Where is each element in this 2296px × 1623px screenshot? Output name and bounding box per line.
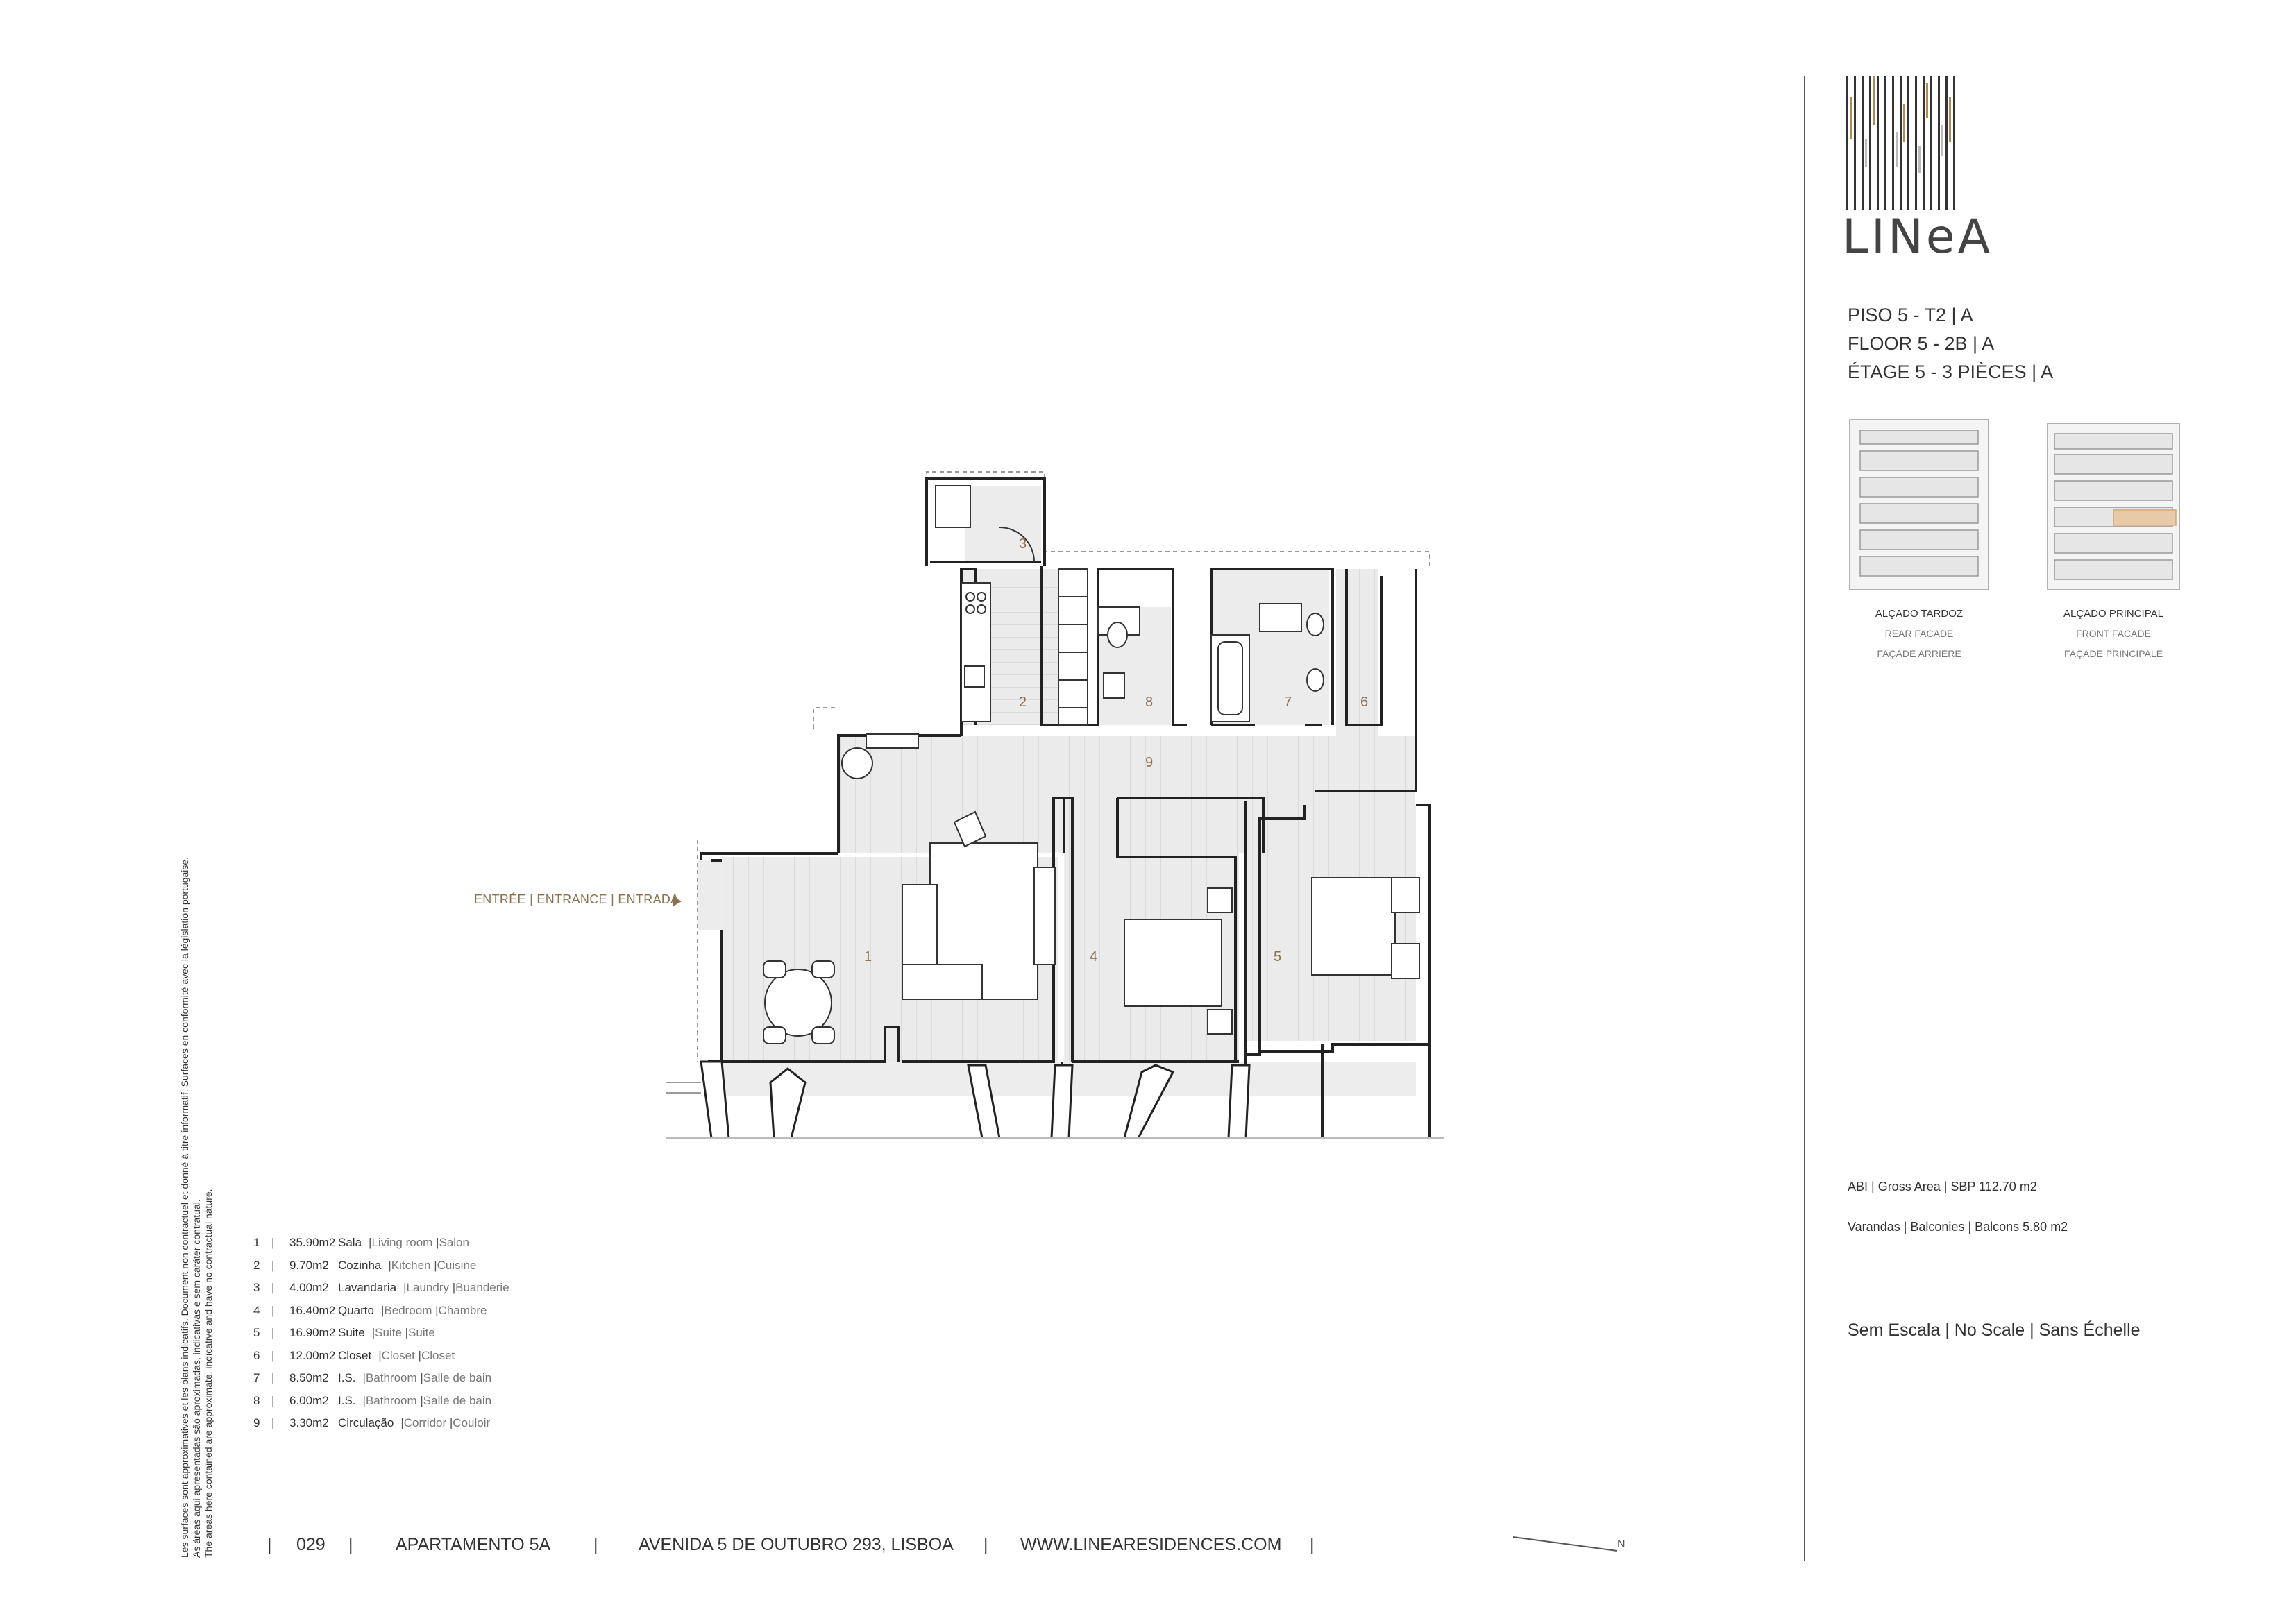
legend-en: Bathroom [365,1371,417,1384]
room-number-8: 8 [1145,695,1154,710]
facade-rear-fr: FAÇADE ARRIÈRE [1877,648,1961,659]
legend-fr: Salon [439,1236,469,1249]
room-number-7: 7 [1284,695,1292,710]
disclaimer-line-fr: Les surfaces sont approximatives et les plans indicatifs. Document non contractuel et donné à titre informatif. Surfaces en conformité avec la législation portugaise. [179,856,190,1558]
legend-area: 6.00m2 [289,1393,329,1407]
room-number-5: 5 [1274,949,1282,965]
room-legend [253,1232,509,1435]
legend-row: 3 | 4.00m2 Lavandaria |Laundry |Buanderie [253,1277,509,1300]
footer-page-number: 029 [296,1535,326,1554]
unit-title-en: FLOOR 5 - 2B | A [1848,333,1995,354]
room-number-4: 4 [1090,949,1098,965]
north-arrow-icon [1513,1537,1617,1551]
facade-front-thumb [2048,423,2179,590]
right-panel-divider [1804,76,1805,1561]
disclaimer-line-pt: As áreas aqui apresentadas são aproximadas, indicativas e sem caráter contratual. [191,1199,202,1558]
legend-num: 4 [253,1303,260,1317]
legend-num: 9 [253,1416,260,1429]
legend-fr: Cuisine [437,1258,477,1272]
footer-separator: | [593,1535,598,1554]
legend-fr: Closet [421,1348,455,1362]
legend-en: Laundry [406,1281,449,1294]
legend-en: Suite [375,1326,402,1339]
legend-row: 5 | 16.90m2 Suite |Suite |Suite [253,1322,509,1345]
footer-address: AVENIDA 5 DE OUTUBRO 293, LISBOA [639,1535,954,1554]
facade-rear-en: REAR FACADE [1884,628,1954,639]
legend-area: 8.50m2 [289,1371,329,1384]
facade-front-caption [2051,604,2176,664]
legend-pt: Cozinha [338,1258,382,1272]
legend-fr: Suite [408,1326,435,1339]
brand-logo-text: LINeA [1842,210,1993,264]
footer-separator: | [1310,1535,1315,1554]
scale-note: Sem Escala | No Scale | Sans Échelle [1848,1320,2141,1340]
legend-en: Living room [371,1236,433,1249]
legend-en: Bathroom [365,1393,417,1407]
legend-num: 3 [253,1281,260,1294]
legend-area: 4.00m2 [289,1281,329,1294]
legend-num: 8 [253,1393,260,1407]
legend-row: 9 | 3.30m2 Circulação |Corridor |Couloir [253,1412,509,1435]
legend-area: 16.40m2 [289,1303,336,1317]
footer-website[interactable]: WWW.LINEARESIDENCES.COM [1020,1535,1282,1554]
legend-fr: Chambre [438,1303,487,1317]
window-mullions [701,1062,1249,1138]
disclaimer-line-en: The areas here contained are approximate, indicative and have no contractual nature. [203,1189,214,1558]
legend-fr: Couloir [453,1416,491,1429]
facade-front-fr: FAÇADE PRINCIPALE [2063,648,2163,659]
legend-pt: I.S. [338,1393,356,1407]
legend-row: 4 | 16.40m2 Quarto |Bedroom |Chambre [253,1300,509,1323]
legend-area: 3.30m2 [289,1416,329,1429]
legend-row: 1 | 35.90m2 Sala |Living room |Salon [253,1232,509,1255]
facade-rear-thumb [1850,420,1989,590]
legend-area: 12.00m2 [289,1348,336,1362]
legend-row: 6 | 12.00m2 Closet |Closet |Closet [253,1345,509,1368]
unit-title-fr: ÉTAGE 5 - 3 PIÈCES | A [1848,362,2054,382]
legend-pt: Quarto [338,1303,374,1317]
room-number-1: 1 [864,949,872,965]
legend-en: Bedroom [384,1303,432,1317]
legend-row: 2 | 9.70m2 Cozinha |Kitchen |Cuisine [253,1255,509,1277]
legend-num: 7 [253,1371,260,1384]
legend-pt: Sala [338,1236,362,1249]
closet-floor [1336,569,1378,784]
legend-fr: Salle de bain [423,1393,492,1407]
legend-row: 8 | 6.00m2 I.S. |Bathroom |Salle de bain [253,1390,509,1413]
legend-num: 1 [253,1236,260,1249]
room-number-2: 2 [1019,695,1027,710]
room-number-6: 6 [1360,695,1369,710]
logo-icon [1846,76,1955,210]
facade-front-en: FRONT FACADE [2076,628,2151,639]
footer-separator: | [267,1535,272,1554]
legend-en: Corridor [403,1416,447,1429]
footer-separator: | [348,1535,353,1554]
legend-pt: Lavandaria [338,1281,397,1294]
legend-pt: Circulação [338,1416,394,1429]
facade-rear-title: ALÇADO TARDOZ [1875,608,1964,620]
entrance-label: ENTRÉE | ENTRANCE | ENTRADA [474,892,679,906]
legend-en: Closet [381,1348,415,1362]
facade-front-title: ALÇADO PRINCIPAL [2063,608,2163,620]
legend-area: 16.90m2 [289,1326,336,1339]
unit-title [1848,301,2053,386]
unit-title-pt: PISO 5 - T2 | A [1848,305,1973,325]
legend-row: 7 | 8.50m2 I.S. |Bathroom |Salle de bain [253,1367,509,1390]
footer-separator: | [984,1535,988,1554]
legend-pt: Suite [338,1326,365,1339]
legend-fr: Buanderie [455,1281,509,1294]
legend-area: 35.90m2 [289,1236,336,1249]
legend-fr: Salle de bain [423,1371,492,1384]
legend-en: Kitchen [391,1258,431,1272]
footer-apartment: APARTAMENTO 5A [396,1535,551,1554]
facade-rear-caption [1857,604,1982,664]
legend-num: 6 [253,1348,260,1362]
legend-area: 9.70m2 [289,1258,329,1272]
entrance-floor [698,860,725,930]
legend-num: 5 [253,1326,260,1339]
legend-num: 2 [253,1258,260,1272]
legend-pt: Closet [338,1348,372,1362]
gross-area: ABI | Gross Area | SBP 112.70 m2 [1848,1180,2037,1193]
room-number-3: 3 [1019,536,1027,552]
balcony-area: Varandas | Balconies | Balcons 5.80 m2 [1848,1220,2068,1234]
north-label: N [1617,1538,1626,1550]
laundry-floor [965,486,1041,562]
legend-pt: I.S. [338,1371,356,1384]
room-number-9: 9 [1145,755,1154,770]
